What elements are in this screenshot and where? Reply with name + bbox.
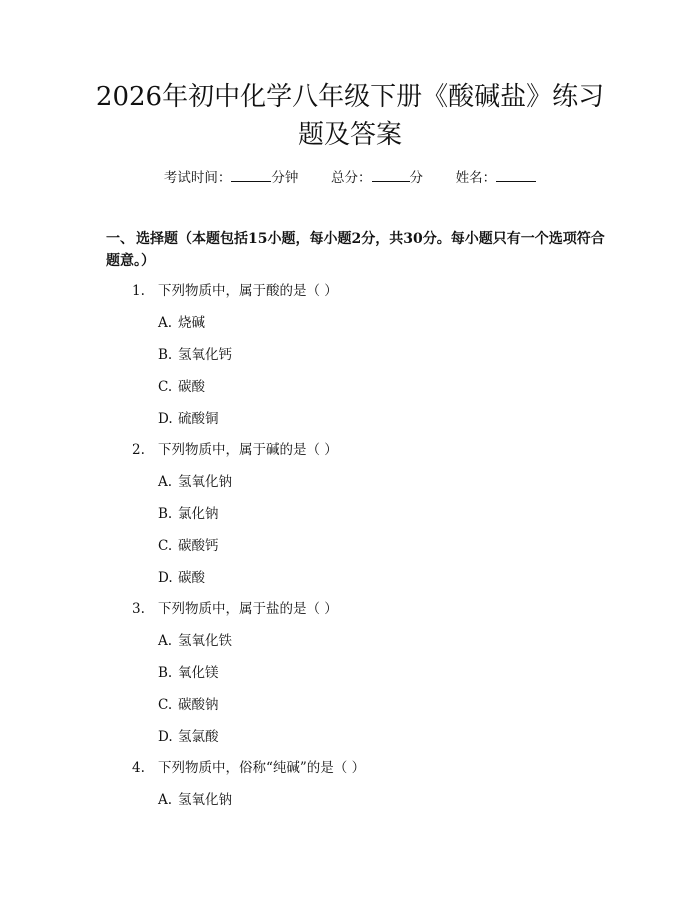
student-name-blank [496,169,536,182]
option-3a [158,631,232,651]
option-text: 硫酸铜 [178,411,219,427]
option-letter: C. [158,697,173,713]
total-score-field [331,168,423,188]
option-text: 氢氯酸 [178,729,219,745]
option-letter: A. [158,792,173,808]
question-number: 4. [132,760,145,776]
question-text: 下列物质中，属于碱的是（ ） [158,442,338,458]
exam-time-field [164,168,299,188]
question-text: 下列物质中，属于酸的是（ ） [158,283,338,299]
question-number: 2. [132,442,145,458]
question-2 [132,440,338,460]
total-score-blank [372,169,410,182]
option-1c [158,377,205,397]
option-text: 碳酸 [178,379,205,395]
option-letter: D. [158,411,173,427]
option-1d [158,409,219,429]
exam-time-unit: 分钟 [271,170,299,186]
question-number: 1. [132,283,145,299]
option-letter: A. [158,633,173,649]
option-3d [158,727,219,747]
section-heading [106,228,606,272]
option-3c [158,695,219,715]
option-text: 烧碱 [178,315,205,331]
question-1 [132,281,338,301]
section-text: 选择题（本题包括15小题，每小题2分，共30分。每小题只有一个选项符合题意。） [106,231,605,269]
option-letter: C. [158,379,173,395]
option-text: 氯化钠 [178,506,219,522]
option-text: 氢氧化钙 [178,347,232,363]
question-text: 下列物质中，属于盐的是（ ） [158,601,338,617]
total-score-label: 总分： [331,170,372,186]
option-text: 氢氧化钠 [178,474,232,490]
question-number: 3. [132,601,145,617]
option-3b [158,663,219,683]
total-score-unit: 分 [409,170,423,186]
option-1b [158,345,232,365]
option-letter: D. [158,729,173,745]
question-4 [132,758,365,778]
option-2b [158,504,219,524]
option-2a [158,472,232,492]
exam-info-line [0,168,700,188]
option-text: 氧化镁 [178,665,219,681]
option-2c [158,536,219,556]
option-text: 碳酸钙 [178,538,219,554]
section-number: 一、 [106,231,134,247]
option-text: 氢氧化铁 [178,633,232,649]
exam-time-label: 考试时间： [163,170,232,186]
question-text: 下列物质中，俗称“纯碱”的是（ ） [158,760,366,776]
option-letter: B. [158,506,173,522]
option-letter: B. [158,665,173,681]
option-letter: B. [158,347,173,363]
option-2d [158,568,205,588]
option-4a [158,790,232,810]
option-letter: C. [158,538,173,554]
option-letter: A. [158,315,173,331]
document-title: 2026年初中化学八年级下册《酸碱盐》练习题及答案 [95,82,605,150]
option-text: 氢氧化钠 [178,792,232,808]
question-3 [132,599,338,619]
option-text: 碳酸钠 [178,697,219,713]
exam-time-blank [231,169,271,182]
option-letter: D. [158,570,173,586]
option-1a [158,313,205,333]
student-name-field [456,168,537,188]
option-text: 碳酸 [178,570,205,586]
option-letter: A. [158,474,173,490]
student-name-label: 姓名： [455,170,497,186]
